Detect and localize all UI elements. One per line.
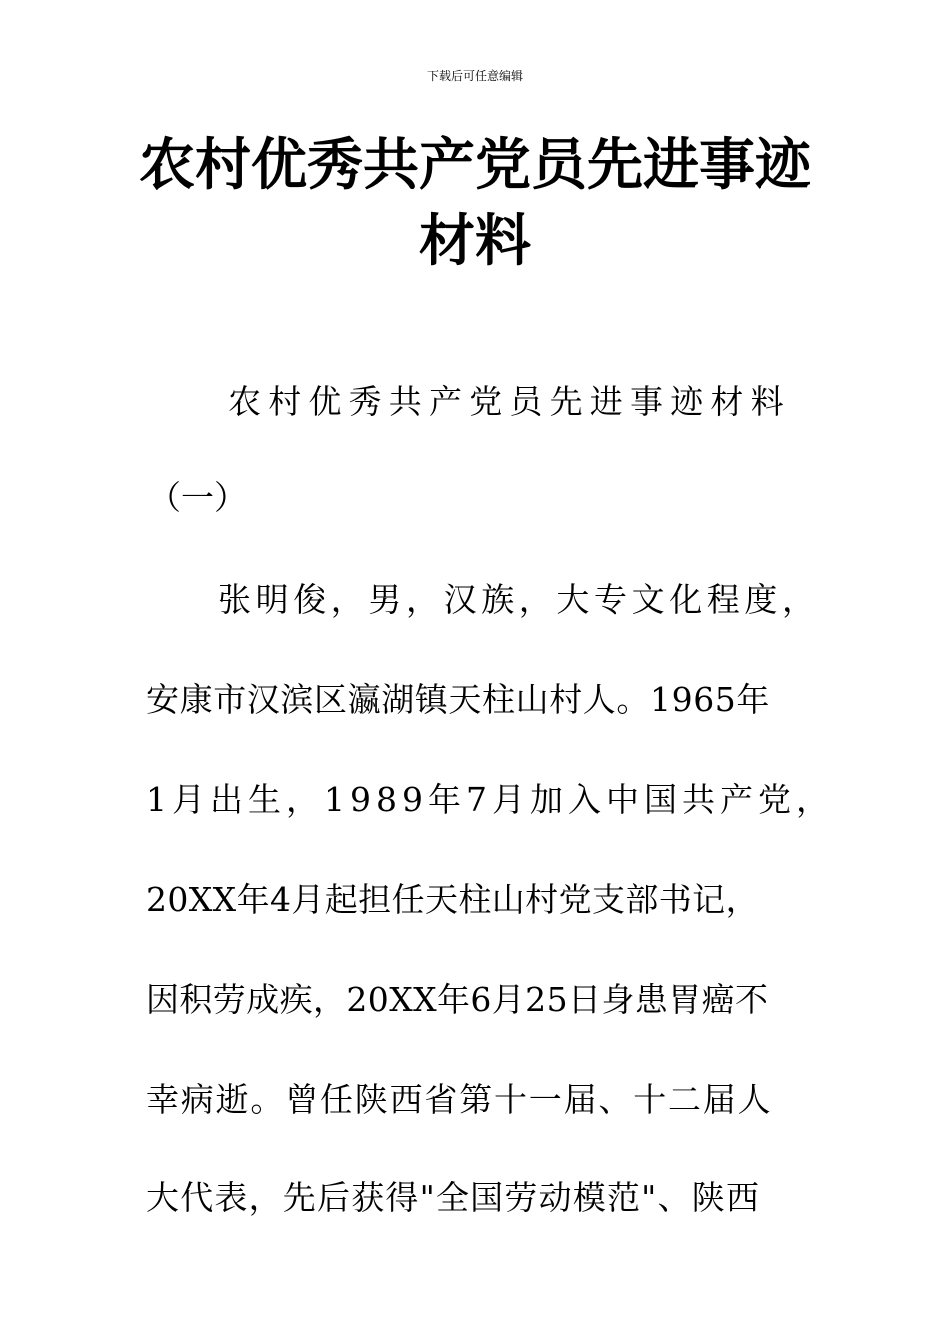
paragraph-line: （一） xyxy=(148,478,247,517)
paragraph-line: 1月出生，1989年7月加入中国共产党， xyxy=(146,780,834,819)
paragraph-line: 20XX年4月起担任天柱山村党支部书记， xyxy=(146,880,759,919)
header-note: 下载后可任意编辑 xyxy=(426,69,523,83)
paragraph-line: 张明俊，男，汉族，大专文化程度， xyxy=(218,580,820,619)
paragraph-line: 农村优秀共产党员先进事迹材料 xyxy=(228,382,791,421)
paragraph-line: 大代表，先后获得"全国劳动模范"、陕西 xyxy=(146,1178,761,1217)
paragraph-line: 因积劳成疾，20XX年6月25日身患胃癌不 xyxy=(146,980,769,1019)
paragraph-line: 幸病逝。曾任陕西省第十一届、十二届人 xyxy=(146,1080,773,1119)
paragraph-line: 安康市汉滨区瀛湖镇天柱山村人。1965年 xyxy=(146,680,770,719)
document-title: 农村优秀共产党员先进事迹材料 xyxy=(139,133,811,274)
